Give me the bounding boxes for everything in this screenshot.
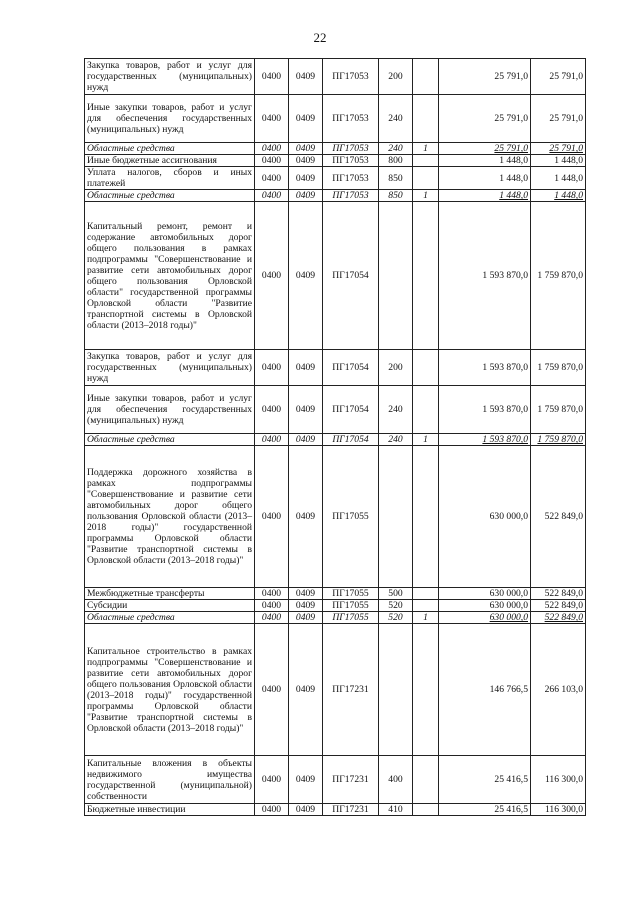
table-row — [85, 624, 586, 756]
section-code: 0400 — [255, 612, 289, 624]
funding-source-code — [413, 167, 439, 190]
section-code: 0400 — [255, 59, 289, 95]
target-article-code: ПГ17055 — [323, 446, 379, 588]
budget-table — [84, 58, 586, 816]
row-description: Областные средства — [85, 143, 255, 155]
target-article-code: ПГ17055 — [323, 600, 379, 612]
amount-year-2: 522 849,0 — [531, 600, 586, 612]
row-description: Капитальное строительство в рамках подпрограммы "Совершенствование и развитие сети автомобильных дорог общего пользования Орловской области (2013–2018 годы)" государственной программы Орловской области "Развитие транспортной системы в Орловской области (2013–2018 годы)" — [85, 624, 255, 756]
amount-year-1: 1 593 870,0 — [439, 386, 531, 434]
expense-type-code: 850 — [379, 167, 413, 190]
row-description: Бюджетные инвестиции — [85, 804, 255, 816]
amount-year-1: 1 593 870,0 — [439, 434, 531, 446]
amount-year-2: 25 791,0 — [531, 95, 586, 143]
target-article-code: ПГ17053 — [323, 95, 379, 143]
target-article-code: ПГ17231 — [323, 804, 379, 816]
amount-year-2: 1 759 870,0 — [531, 350, 586, 386]
expense-type-code — [379, 624, 413, 756]
amount-year-2: 522 849,0 — [531, 588, 586, 600]
expense-type-code: 520 — [379, 600, 413, 612]
table-row — [85, 202, 586, 350]
funding-source-code: 1 — [413, 434, 439, 446]
section-code: 0400 — [255, 190, 289, 202]
row-description: Иные закупки товаров, работ и услуг для обеспечения государственных (муниципальных) нужд — [85, 386, 255, 434]
funding-source-code — [413, 350, 439, 386]
amount-year-1: 1 448,0 — [439, 155, 531, 167]
amount-year-1: 1 593 870,0 — [439, 350, 531, 386]
target-article-code: ПГ17231 — [323, 756, 379, 804]
funding-source-code — [413, 804, 439, 816]
funding-source-code: 1 — [413, 612, 439, 624]
row-description: Областные средства — [85, 612, 255, 624]
table-row — [85, 95, 586, 143]
target-article-code: ПГ17053 — [323, 167, 379, 190]
subsection-code: 0409 — [289, 434, 323, 446]
expense-type-code: 500 — [379, 588, 413, 600]
section-code: 0400 — [255, 202, 289, 350]
expense-type-code: 240 — [379, 434, 413, 446]
expense-type-code — [379, 202, 413, 350]
amount-year-2: 1 448,0 — [531, 190, 586, 202]
amount-year-2: 522 849,0 — [531, 446, 586, 588]
amount-year-1: 630 000,0 — [439, 588, 531, 600]
subsection-code: 0409 — [289, 190, 323, 202]
table-row — [85, 756, 586, 804]
table-row — [85, 446, 586, 588]
section-code: 0400 — [255, 143, 289, 155]
row-description: Поддержка дорожного хозяйства в рамках подпрограммы "Совершенствование и развитие сети автомобильных дорог общего пользования Орловской области (2013–2018 годы)" государственной программы Орловской области "Развитие транспортной системы в Орловской области (2013–2018 годы)" — [85, 446, 255, 588]
subsection-code: 0409 — [289, 143, 323, 155]
amount-year-1: 1 448,0 — [439, 190, 531, 202]
table-row — [85, 59, 586, 95]
section-code: 0400 — [255, 600, 289, 612]
subsection-code: 0409 — [289, 386, 323, 434]
expense-type-code: 410 — [379, 804, 413, 816]
expense-type-code: 200 — [379, 59, 413, 95]
expense-type-code: 800 — [379, 155, 413, 167]
subsection-code: 0409 — [289, 612, 323, 624]
row-description: Уплата налогов, сборов и иных платежей — [85, 167, 255, 190]
expense-type-code: 240 — [379, 143, 413, 155]
subsection-code: 0409 — [289, 155, 323, 167]
funding-source-code — [413, 446, 439, 588]
target-article-code: ПГ17053 — [323, 155, 379, 167]
row-description: Иные закупки товаров, работ и услуг для обеспечения государственных (муниципальных) нужд — [85, 95, 255, 143]
target-article-code: ПГ17054 — [323, 386, 379, 434]
funding-source-code — [413, 95, 439, 143]
section-code: 0400 — [255, 167, 289, 190]
amount-year-1: 25 416,5 — [439, 756, 531, 804]
row-description: Межбюджетные трансферты — [85, 588, 255, 600]
funding-source-code: 1 — [413, 143, 439, 155]
target-article-code: ПГ17054 — [323, 202, 379, 350]
target-article-code: ПГ17053 — [323, 190, 379, 202]
amount-year-2: 25 791,0 — [531, 143, 586, 155]
subsection-code: 0409 — [289, 202, 323, 350]
expense-type-code: 240 — [379, 95, 413, 143]
row-description: Закупка товаров, работ и услуг для государственных (муниципальных) нужд — [85, 59, 255, 95]
subsection-code: 0409 — [289, 624, 323, 756]
subsection-code: 0409 — [289, 350, 323, 386]
section-code: 0400 — [255, 95, 289, 143]
section-code: 0400 — [255, 434, 289, 446]
amount-year-2: 1 448,0 — [531, 155, 586, 167]
section-code: 0400 — [255, 756, 289, 804]
amount-year-1: 630 000,0 — [439, 446, 531, 588]
amount-year-1: 630 000,0 — [439, 600, 531, 612]
subsection-code: 0409 — [289, 59, 323, 95]
expense-type-code: 850 — [379, 190, 413, 202]
subsection-code: 0409 — [289, 756, 323, 804]
amount-year-1: 25 791,0 — [439, 59, 531, 95]
amount-year-1: 25 416,5 — [439, 804, 531, 816]
table-row — [85, 143, 586, 155]
amount-year-2: 1 448,0 — [531, 167, 586, 190]
amount-year-2: 116 300,0 — [531, 756, 586, 804]
page-number: 22 — [313, 30, 327, 45]
table-row — [85, 600, 586, 612]
table-body — [85, 59, 586, 816]
table-row — [85, 155, 586, 167]
amount-year-1: 25 791,0 — [439, 95, 531, 143]
expense-type-code: 400 — [379, 756, 413, 804]
funding-source-code: 1 — [413, 190, 439, 202]
target-article-code: ПГ17053 — [323, 59, 379, 95]
target-article-code: ПГ17055 — [323, 588, 379, 600]
table-row — [85, 434, 586, 446]
funding-source-code — [413, 624, 439, 756]
table-row — [85, 167, 586, 190]
section-code: 0400 — [255, 804, 289, 816]
funding-source-code — [413, 588, 439, 600]
expense-type-code: 240 — [379, 386, 413, 434]
section-code: 0400 — [255, 588, 289, 600]
table-row — [85, 804, 586, 816]
section-code: 0400 — [255, 624, 289, 756]
amount-year-2: 266 103,0 — [531, 624, 586, 756]
section-code: 0400 — [255, 446, 289, 588]
subsection-code: 0409 — [289, 588, 323, 600]
amount-year-2: 25 791,0 — [531, 59, 586, 95]
amount-year-1: 630 000,0 — [439, 612, 531, 624]
subsection-code: 0409 — [289, 167, 323, 190]
target-article-code: ПГ17053 — [323, 143, 379, 155]
expense-type-code: 520 — [379, 612, 413, 624]
funding-source-code — [413, 59, 439, 95]
subsection-code: 0409 — [289, 95, 323, 143]
subsection-code: 0409 — [289, 804, 323, 816]
table-row — [85, 386, 586, 434]
funding-source-code — [413, 756, 439, 804]
target-article-code: ПГ17054 — [323, 434, 379, 446]
amount-year-1: 1 448,0 — [439, 167, 531, 190]
subsection-code: 0409 — [289, 446, 323, 588]
subsection-code: 0409 — [289, 600, 323, 612]
amount-year-2: 1 759 870,0 — [531, 202, 586, 350]
section-code: 0400 — [255, 155, 289, 167]
target-article-code: ПГ17055 — [323, 612, 379, 624]
section-code: 0400 — [255, 350, 289, 386]
row-description: Субсидии — [85, 600, 255, 612]
table-row — [85, 588, 586, 600]
target-article-code: ПГ17054 — [323, 350, 379, 386]
section-code: 0400 — [255, 386, 289, 434]
amount-year-1: 1 593 870,0 — [439, 202, 531, 350]
funding-source-code — [413, 155, 439, 167]
table-row — [85, 350, 586, 386]
funding-source-code — [413, 202, 439, 350]
target-article-code: ПГ17231 — [323, 624, 379, 756]
row-description: Областные средства — [85, 190, 255, 202]
amount-year-2: 116 300,0 — [531, 804, 586, 816]
row-description: Иные бюджетные ассигнования — [85, 155, 255, 167]
amount-year-2: 1 759 870,0 — [531, 386, 586, 434]
row-description: Областные средства — [85, 434, 255, 446]
table-row — [85, 612, 586, 624]
row-description: Закупка товаров, работ и услуг для государственных (муниципальных) нужд — [85, 350, 255, 386]
expense-type-code: 200 — [379, 350, 413, 386]
expense-type-code — [379, 446, 413, 588]
row-description: Капитальные вложения в объекты недвижимого имущества государственной (муниципальной) собственности — [85, 756, 255, 804]
amount-year-2: 1 759 870,0 — [531, 434, 586, 446]
row-description: Капитальный ремонт, ремонт и содержание автомобильных дорог общего пользования в рамках подпрограммы "Совершенствование и развитие сети автомобильных дорог общего пользования Орловской области" государственной программы Орловской области "Развитие транспортной системы в Орловской области (2013–2018 годы)" — [85, 202, 255, 350]
amount-year-1: 146 766,5 — [439, 624, 531, 756]
amount-year-1: 25 791,0 — [439, 143, 531, 155]
funding-source-code — [413, 386, 439, 434]
funding-source-code — [413, 600, 439, 612]
amount-year-2: 522 849,0 — [531, 612, 586, 624]
table-row — [85, 190, 586, 202]
